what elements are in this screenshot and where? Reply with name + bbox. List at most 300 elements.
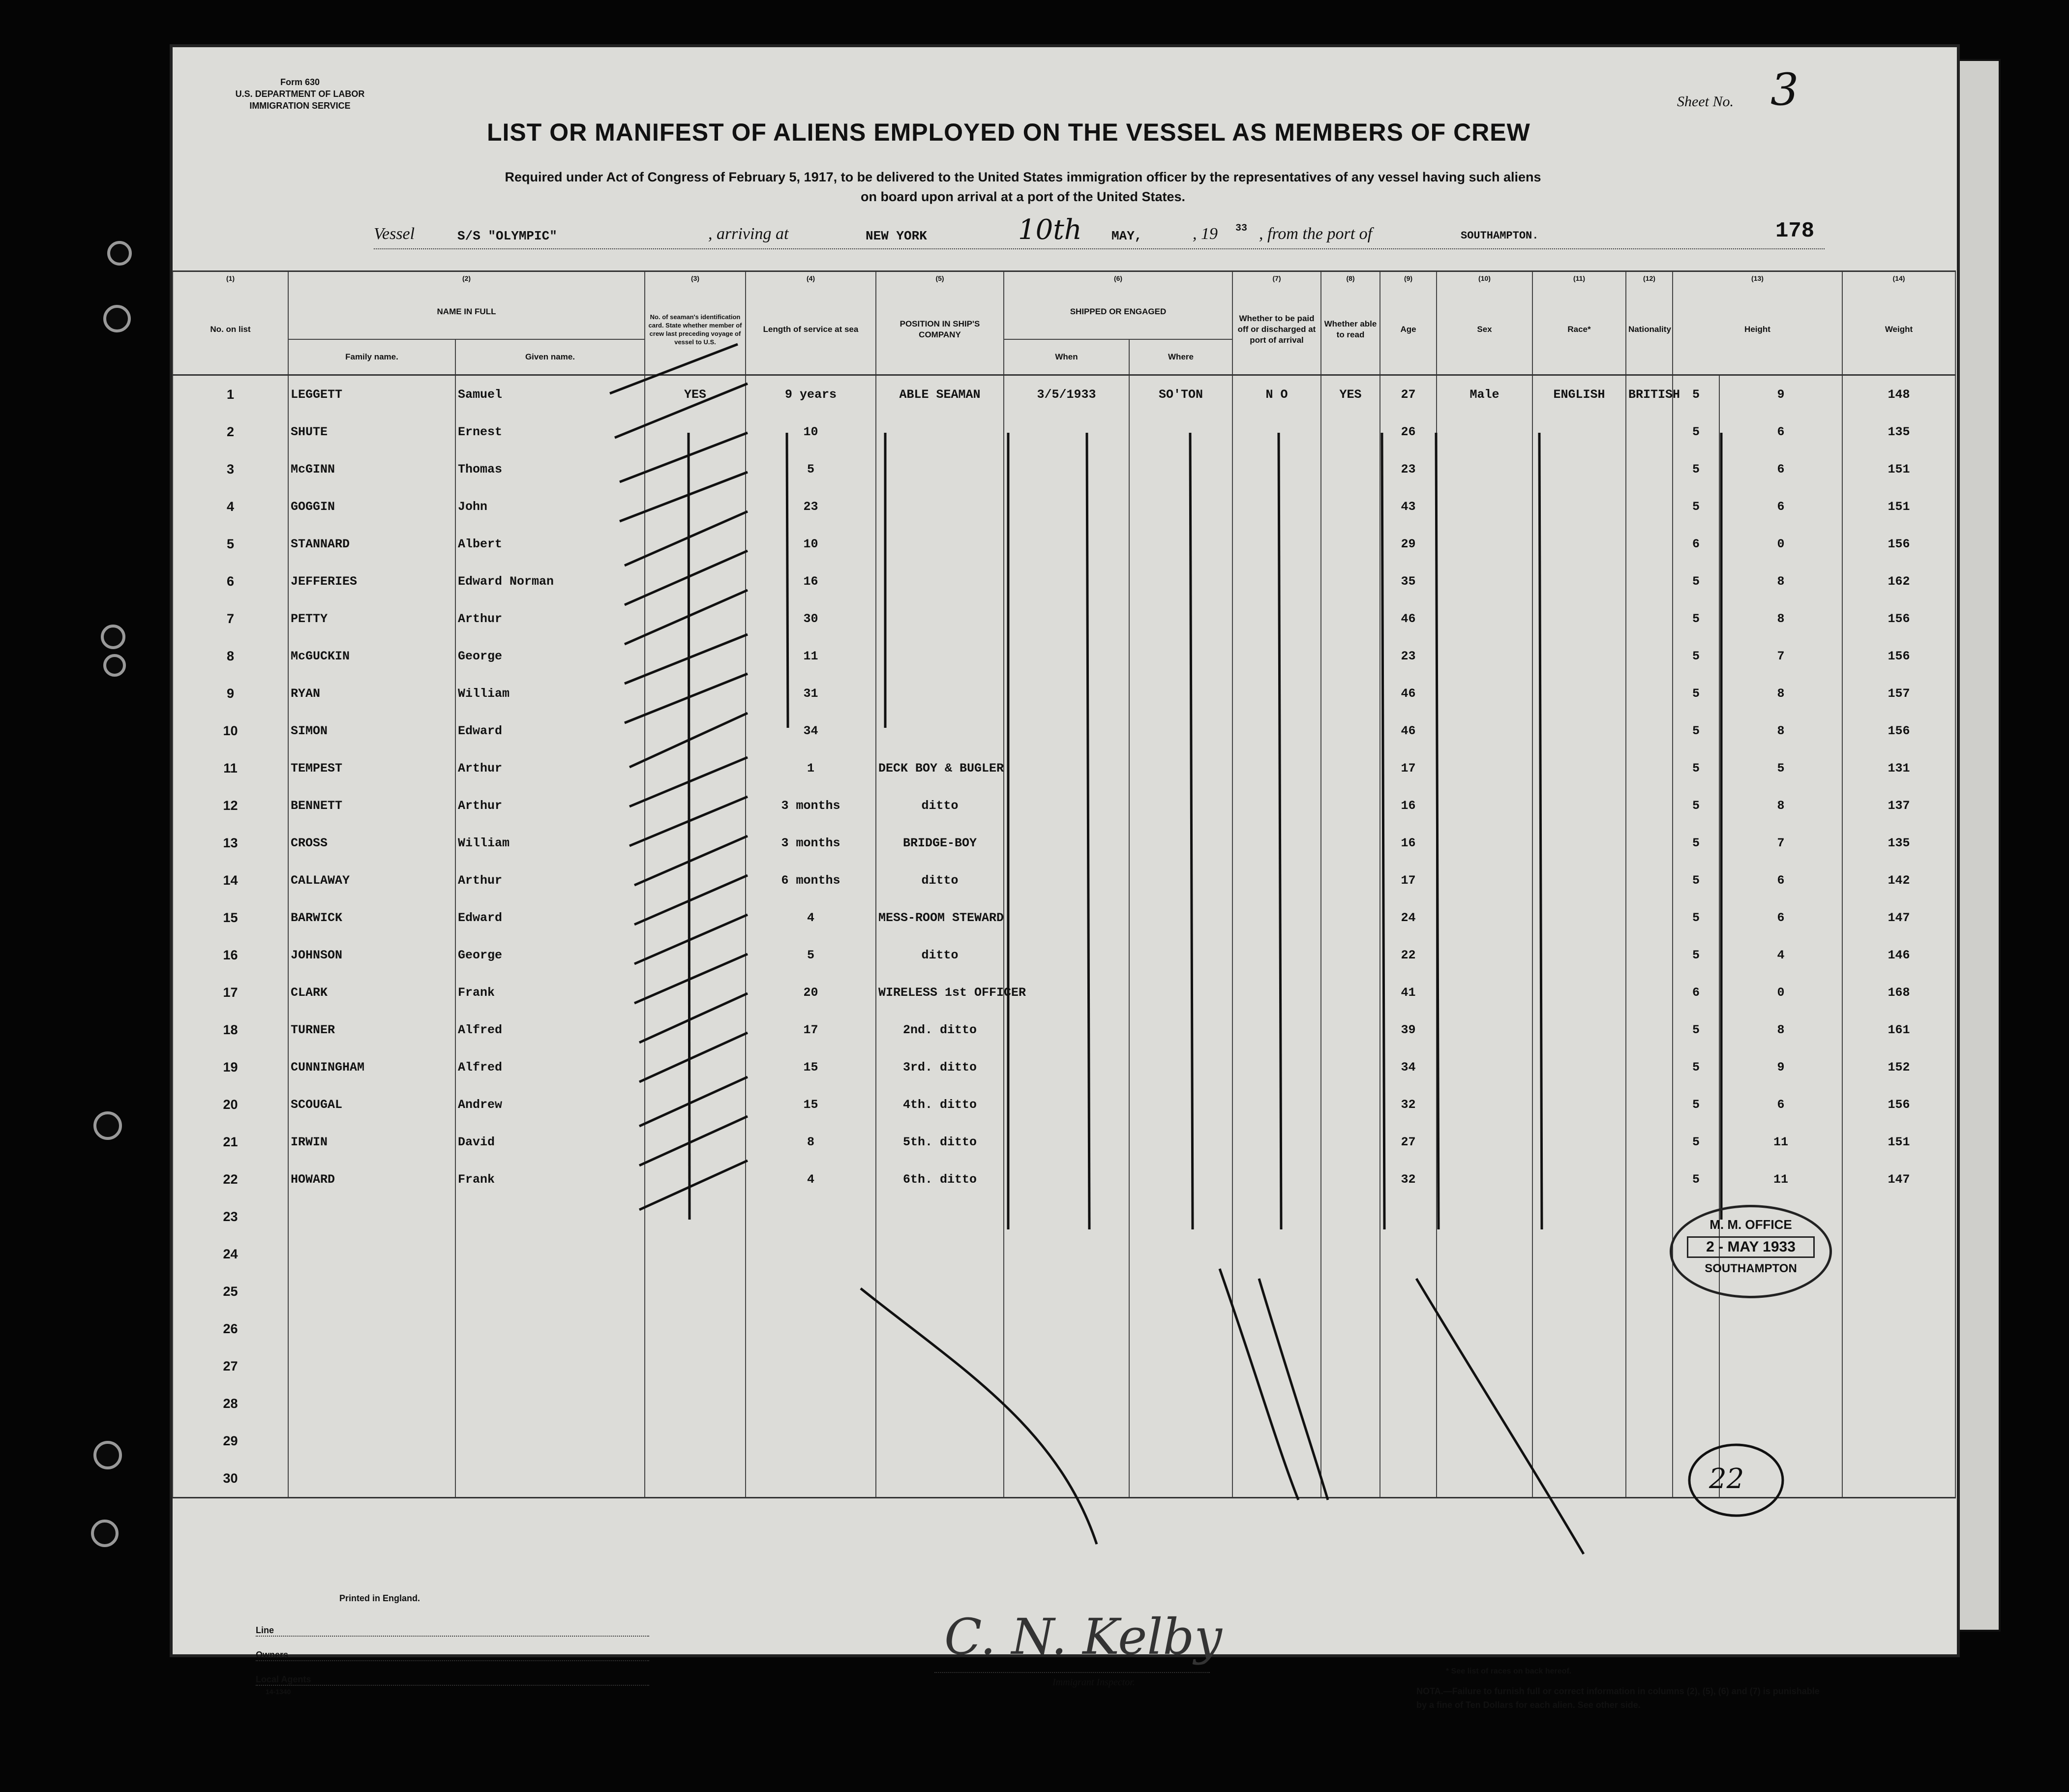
weight-cell: 156: [1842, 525, 1955, 563]
height-feet-cell: 5: [1673, 450, 1719, 488]
family-name-cell: JEFFERIES: [288, 563, 455, 600]
identification-card-cell: YES: [645, 375, 746, 414]
height-inches-cell: 7: [1719, 824, 1842, 862]
age-cell: 46: [1380, 600, 1437, 637]
length-of-service-cell: 34: [746, 712, 876, 749]
header-position: POSITION IN SHIP'S COMPANY: [876, 285, 1004, 375]
given-name-cell: Arthur: [455, 600, 645, 637]
height-feet-cell: 5: [1673, 600, 1719, 637]
height-inches-cell: 4: [1719, 936, 1842, 974]
given-name-cell: George: [455, 637, 645, 675]
age-cell: 34: [1380, 1048, 1437, 1086]
length-of-service-cell: 3 months: [746, 787, 876, 824]
family-name-cell: GOGGIN: [288, 488, 455, 525]
height-inches-cell: 5: [1719, 749, 1842, 787]
weight-cell: 156: [1842, 1086, 1955, 1123]
header-age: Age: [1380, 285, 1437, 375]
length-of-service-cell: 15: [746, 1086, 876, 1123]
position-cell: DECK BOY & BUGLER: [876, 749, 1004, 787]
given-name-cell: Thomas: [455, 450, 645, 488]
family-name-cell: CALLAWAY: [288, 862, 455, 899]
height-inches-cell: 6: [1719, 450, 1842, 488]
position-cell: ditto: [876, 862, 1004, 899]
col-num: (4): [746, 271, 876, 285]
family-name-cell: CLARK: [288, 974, 455, 1011]
family-name-cell: HOWARD: [288, 1161, 455, 1198]
family-name-cell: TEMPEST: [288, 749, 455, 787]
position-cell: WIRELESS 1st OFFICER: [876, 974, 1004, 1011]
weight-cell: 157: [1842, 675, 1955, 712]
shipped-when-cell: 3/5/1933: [1004, 375, 1129, 414]
check-stroke: [625, 551, 748, 605]
weight-cell: 162: [1842, 563, 1955, 600]
arrival-port: NEW YORK: [866, 229, 927, 243]
height-feet-cell: 5: [1673, 1048, 1719, 1086]
given-name-cell: Alfred: [455, 1048, 645, 1086]
header-length-service: Length of service at sea: [746, 285, 876, 375]
given-name-cell: Ernest: [455, 413, 645, 450]
length-of-service-cell: 10: [746, 413, 876, 450]
paid-off-cell: N O: [1232, 375, 1321, 414]
weight-cell: 168: [1842, 974, 1955, 1011]
stamp-bottom: SOUTHAMPTON: [1705, 1262, 1797, 1275]
stamp-date: 2 - MAY 1933: [1687, 1236, 1815, 1258]
row-number-cell: 21: [173, 1123, 288, 1161]
check-stroke: [625, 674, 748, 723]
row-number-cell: 26: [173, 1310, 288, 1347]
family-name-cell: SIMON: [288, 712, 455, 749]
row-number-cell: 23: [173, 1198, 288, 1235]
check-stroke: [625, 511, 748, 566]
age-cell: 35: [1380, 563, 1437, 600]
given-name-cell: Arthur: [455, 749, 645, 787]
weight-cell: 161: [1842, 1011, 1955, 1048]
length-of-service-cell: 8: [746, 1123, 876, 1161]
position-cell: ditto: [876, 936, 1004, 974]
check-stroke: [639, 993, 748, 1043]
row-number-cell: 20: [173, 1086, 288, 1123]
height-inches-cell: 6: [1719, 862, 1842, 899]
ditto-line: [787, 433, 788, 728]
vessel-name: S/S "OLYMPIC": [457, 229, 557, 243]
length-of-service-cell: 5: [746, 450, 876, 488]
sex-cell: Male: [1437, 375, 1532, 414]
weight-cell: 135: [1842, 413, 1955, 450]
header-no-on-list: No. on list: [173, 285, 288, 375]
row-number-cell: 27: [173, 1347, 288, 1385]
weight-cell: 152: [1842, 1048, 1955, 1086]
header-when: When: [1004, 339, 1129, 375]
header-weight: Weight: [1842, 285, 1955, 375]
family-name-cell: STANNARD: [288, 525, 455, 563]
header-identification: No. of seaman's identification card. State whether member of crew last preceding voyage of vessel to U.S.: [645, 285, 746, 375]
col-num: (14): [1842, 271, 1955, 285]
family-name-cell: IRWIN: [288, 1123, 455, 1161]
height-feet-cell: 5: [1673, 936, 1719, 974]
weight-cell: 142: [1842, 862, 1955, 899]
given-name-cell: Edward: [455, 899, 645, 936]
col-num: (1): [173, 271, 288, 285]
weight-cell: 131: [1842, 749, 1955, 787]
length-of-service-cell: 6 months: [746, 862, 876, 899]
row-number-cell: 7: [173, 600, 288, 637]
age-cell: 16: [1380, 787, 1437, 824]
age-cell: 27: [1380, 375, 1437, 414]
check-stroke: [634, 954, 748, 1003]
check-stroke: [625, 634, 748, 684]
age-cell: 23: [1380, 450, 1437, 488]
year-suffix: 33: [1235, 223, 1248, 234]
service-name: IMMIGRATION SERVICE: [249, 101, 351, 111]
inspector-label: Immigrant Inspector.: [1052, 1677, 1135, 1688]
col-num: (10): [1437, 271, 1532, 285]
row-number-cell: 10: [173, 712, 288, 749]
position-cell: ABLE SEAMAN: [876, 375, 1004, 414]
row-number-cell: 13: [173, 824, 288, 862]
given-name-cell: Alfred: [455, 1011, 645, 1048]
given-name-cell: Arthur: [455, 787, 645, 824]
header-able-to-read: Whether able to read: [1321, 285, 1380, 375]
age-cell: 46: [1380, 675, 1437, 712]
length-of-service-cell: 20: [746, 974, 876, 1011]
given-name-cell: Edward Norman: [455, 563, 645, 600]
check-stroke: [639, 1033, 748, 1082]
check-stroke: [639, 1161, 748, 1210]
race-cell: ENGLISH: [1532, 375, 1626, 414]
row-number-cell: 29: [173, 1422, 288, 1460]
inspector-signature: C. N. Kelby: [944, 1608, 1222, 1666]
cancel-stroke: [1220, 1269, 1298, 1500]
position-cell: BRIDGE-BOY: [876, 824, 1004, 862]
stamp-top: M. M. OFFICE: [1709, 1217, 1792, 1232]
given-name-cell: Albert: [455, 525, 645, 563]
col-num: (6): [1004, 271, 1232, 285]
age-cell: 23: [1380, 637, 1437, 675]
length-of-service-cell: 16: [746, 563, 876, 600]
nationality-cell: BRITISH: [1626, 375, 1673, 414]
printed-in: Printed in England.: [339, 1593, 420, 1603]
line-label: Line: [256, 1625, 649, 1637]
family-name-cell: McGINN: [288, 450, 455, 488]
age-cell: 43: [1380, 488, 1437, 525]
length-of-service-cell: 3 months: [746, 824, 876, 862]
family-name-cell: SHUTE: [288, 413, 455, 450]
age-cell: 32: [1380, 1086, 1437, 1123]
height-feet-cell: 5: [1673, 488, 1719, 525]
height-feet-cell: 5: [1673, 1086, 1719, 1123]
form-number: Form 630: [280, 77, 320, 87]
weight-cell: 148: [1842, 375, 1955, 414]
col-num: (9): [1380, 271, 1437, 285]
row-number-cell: 5: [173, 525, 288, 563]
check-stroke: [625, 590, 748, 644]
col-num: (7): [1232, 271, 1321, 285]
weight-cell: 156: [1842, 712, 1955, 749]
row-number-cell: 6: [173, 563, 288, 600]
header-family-name: Family name.: [288, 339, 455, 375]
weight-cell: 151: [1842, 450, 1955, 488]
check-stroke: [620, 433, 748, 482]
header-shipped-engaged: SHIPPED OR ENGAGED: [1004, 285, 1232, 339]
position-cell: 2nd. ditto: [876, 1011, 1004, 1048]
header-height: Height: [1673, 285, 1842, 375]
row-number-cell: 3: [173, 450, 288, 488]
age-cell: 32: [1380, 1161, 1437, 1198]
row-number-cell: 19: [173, 1048, 288, 1086]
col-num: (8): [1321, 271, 1380, 285]
col-num: (13): [1673, 271, 1842, 285]
given-name-cell: Arthur: [455, 862, 645, 899]
ditto-line: [1190, 433, 1193, 1229]
ditto-line: [1436, 433, 1439, 1229]
owners-label: Owners: [256, 1650, 649, 1661]
length-of-service-cell: 31: [746, 675, 876, 712]
height-inches-cell: 11: [1719, 1123, 1842, 1161]
check-stroke: [634, 836, 748, 885]
age-cell: 39: [1380, 1011, 1437, 1048]
family-name-cell: PETTY: [288, 600, 455, 637]
weight-cell: 147: [1842, 1161, 1955, 1198]
weight-cell: 156: [1842, 637, 1955, 675]
given-name-cell: George: [455, 936, 645, 974]
weight-cell: 135: [1842, 824, 1955, 862]
race-note: * See list of races on back hereof.: [1446, 1667, 1572, 1675]
local-agents-label: Local Agents: [256, 1674, 649, 1686]
weight-cell: 147: [1842, 899, 1955, 936]
arriving-label: , arriving at: [708, 225, 789, 243]
row-number-cell: 25: [173, 1273, 288, 1310]
length-of-service-cell: 4: [746, 899, 876, 936]
row-number-cell: 30: [173, 1460, 288, 1498]
header-name-in-full: NAME IN FULL: [288, 285, 645, 339]
given-name-cell: Samuel: [455, 375, 645, 414]
age-cell: 46: [1380, 712, 1437, 749]
row-number-cell: 18: [173, 1011, 288, 1048]
position-cell: 3rd. ditto: [876, 1048, 1004, 1086]
height-inches-cell: 9: [1719, 375, 1842, 414]
row-number-cell: 4: [173, 488, 288, 525]
height-inches-cell: 6: [1719, 1086, 1842, 1123]
age-cell: 17: [1380, 749, 1437, 787]
header-sex: Sex: [1437, 285, 1532, 375]
given-name-cell: Andrew: [455, 1086, 645, 1123]
row-number-cell: 8: [173, 637, 288, 675]
check-stroke: [615, 384, 748, 438]
age-cell: 16: [1380, 824, 1437, 862]
given-name-cell: John: [455, 488, 645, 525]
check-stroke: [634, 875, 748, 925]
check-stroke: [610, 344, 738, 393]
position-cell: 5th. ditto: [876, 1123, 1004, 1161]
height-feet-cell: 5: [1673, 637, 1719, 675]
family-name-cell: BENNETT: [288, 787, 455, 824]
length-of-service-cell: 23: [746, 488, 876, 525]
cancel-stroke: [1416, 1279, 1584, 1554]
family-name-cell: LEGGETT: [288, 375, 455, 414]
weight-cell: 137: [1842, 787, 1955, 824]
given-name-cell: William: [455, 675, 645, 712]
length-of-service-cell: 10: [746, 525, 876, 563]
length-of-service-cell: 1: [746, 749, 876, 787]
height-feet-cell: 5: [1673, 862, 1719, 899]
given-name-cell: David: [455, 1123, 645, 1161]
header-where: Where: [1129, 339, 1232, 375]
form-code: 14-1340: [266, 1688, 291, 1696]
row-number-cell: 12: [173, 787, 288, 824]
given-name-cell: Edward: [455, 712, 645, 749]
subtitle-line-1: Required under Act of Congress of February 5, 1917, to be delivered to the United States immigration officer by the representatives of any vessel having such aliens: [505, 170, 1541, 184]
age-cell: 29: [1380, 525, 1437, 563]
from-label: , from the port of: [1259, 225, 1373, 243]
height-inches-cell: 6: [1719, 413, 1842, 450]
family-name-cell: BARWICK: [288, 899, 455, 936]
row-number-cell: 14: [173, 862, 288, 899]
position-cell: MESS-ROOM STEWARD: [876, 899, 1004, 936]
cancel-stroke: [861, 1288, 1097, 1544]
vessel-label: Vessel: [374, 225, 415, 243]
departure-port: SOUTHAMPTON.: [1461, 230, 1539, 242]
row-number-cell: 24: [173, 1235, 288, 1273]
row-number-cell: 2: [173, 413, 288, 450]
check-stroke: [639, 1077, 748, 1126]
cancel-stroke: [1259, 1279, 1328, 1500]
height-feet-cell: 5: [1673, 749, 1719, 787]
position-cell: 4th. ditto: [876, 1086, 1004, 1123]
col-num: (2): [288, 271, 645, 285]
age-cell: 26: [1380, 413, 1437, 450]
length-of-service-cell: 4: [746, 1161, 876, 1198]
page-reference: 178: [1775, 219, 1815, 243]
ditto-line: [1087, 433, 1089, 1229]
family-name-cell: TURNER: [288, 1011, 455, 1048]
height-feet-cell: 5: [1673, 1011, 1719, 1048]
height-inches-cell: 8: [1719, 675, 1842, 712]
given-name-cell: Frank: [455, 1161, 645, 1198]
height-inches-cell: 6: [1719, 899, 1842, 936]
height-inches-cell: 8: [1719, 787, 1842, 824]
nota-note: NOTA.—Failure to furnish full or correct information in columns (2), (5), (6) and (7) is punishable by a fine of Ten Dollars for each alien. See other side.: [1416, 1686, 1820, 1710]
circled-total: 22: [1709, 1463, 1744, 1495]
row-number-cell: 11: [173, 749, 288, 787]
check-stroke: [620, 472, 748, 521]
row-number-cell: 15: [173, 899, 288, 936]
age-cell: 24: [1380, 899, 1437, 936]
shipped-where-cell: SO'TON: [1129, 375, 1232, 414]
office-stamp: [1670, 1205, 1832, 1298]
col-num: (11): [1532, 271, 1626, 285]
height-inches-cell: 9: [1719, 1048, 1842, 1086]
height-feet-cell: 5: [1673, 824, 1719, 862]
height-feet-cell: 5: [1673, 563, 1719, 600]
ditto-line: [1539, 433, 1542, 1229]
row-number-cell: 22: [173, 1161, 288, 1198]
family-name-cell: CUNNINGHAM: [288, 1048, 455, 1086]
height-feet-cell: 6: [1673, 525, 1719, 563]
subtitle-line-2: on board upon arrival at a port of the United States.: [860, 189, 1186, 204]
height-inches-cell: 8: [1719, 712, 1842, 749]
height-inches-cell: 0: [1719, 974, 1842, 1011]
header-race: Race*: [1532, 285, 1626, 375]
weight-cell: 156: [1842, 600, 1955, 637]
height-inches-cell: 8: [1719, 1011, 1842, 1048]
given-name-cell: Frank: [455, 974, 645, 1011]
age-cell: 17: [1380, 862, 1437, 899]
height-inches-cell: 0: [1719, 525, 1842, 563]
family-name-cell: RYAN: [288, 675, 455, 712]
height-feet-cell: 5: [1673, 375, 1719, 414]
length-of-service-cell: 17: [746, 1011, 876, 1048]
row-number-cell: 28: [173, 1385, 288, 1422]
ditto-line: [1382, 433, 1384, 1229]
row-number-cell: 1: [173, 375, 288, 414]
family-name-cell: SCOUGAL: [288, 1086, 455, 1123]
family-name-cell: McGUCKIN: [288, 637, 455, 675]
row-number-cell: 17: [173, 974, 288, 1011]
height-inches-cell: 7: [1719, 637, 1842, 675]
age-cell: 22: [1380, 936, 1437, 974]
height-feet-cell: 6: [1673, 974, 1719, 1011]
length-of-service-cell: 11: [746, 637, 876, 675]
row-number-cell: 9: [173, 675, 288, 712]
family-name-cell: CROSS: [288, 824, 455, 862]
length-of-service-cell: 5: [746, 936, 876, 974]
height-feet-cell: 5: [1673, 413, 1719, 450]
length-of-service-cell: 15: [746, 1048, 876, 1086]
length-of-service-cell: 30: [746, 600, 876, 637]
ditto-line: [1279, 433, 1281, 1229]
height-feet-cell: 5: [1673, 712, 1719, 749]
arrival-day: 10th: [1018, 214, 1082, 246]
height-inches-cell: 6: [1719, 488, 1842, 525]
header-given-name: Given name.: [455, 339, 645, 375]
weight-cell: 146: [1842, 936, 1955, 974]
height-feet-cell: 5: [1673, 1123, 1719, 1161]
col-num: (12): [1626, 271, 1673, 285]
given-name-cell: William: [455, 824, 645, 862]
sheet-label: Sheet No.: [1677, 93, 1734, 110]
length-of-service-cell: 9 years: [746, 375, 876, 414]
age-cell: 41: [1380, 974, 1437, 1011]
height-feet-cell: 5: [1673, 899, 1719, 936]
col-num: (3): [645, 271, 746, 285]
position-cell: ditto: [876, 787, 1004, 824]
col-num: (5): [876, 271, 1004, 285]
height-feet-cell: 5: [1673, 675, 1719, 712]
header-paid-off: Whether to be paid off or discharged at port of arrival: [1232, 285, 1321, 375]
height-feet-cell: 5: [1673, 787, 1719, 824]
year-prefix: , 19: [1193, 225, 1218, 243]
row-number-cell: 16: [173, 936, 288, 974]
check-stroke: [634, 915, 748, 964]
check-stroke: [639, 1116, 748, 1165]
age-cell: 27: [1380, 1123, 1437, 1161]
page-title: LIST OR MANIFEST OF ALIENS EMPLOYED ON THE VESSEL AS MEMBERS OF CREW: [487, 119, 1530, 146]
weight-cell: 151: [1842, 1123, 1955, 1161]
height-inches-cell: 11: [1719, 1161, 1842, 1198]
arrival-month: MAY,: [1111, 229, 1142, 243]
ditto-line: [689, 433, 690, 1220]
height-inches-cell: 8: [1719, 600, 1842, 637]
department-name: U.S. DEPARTMENT OF LABOR: [235, 89, 365, 99]
height-inches-cell: 8: [1719, 563, 1842, 600]
sheet-number: 3: [1770, 64, 1799, 116]
weight-cell: 151: [1842, 488, 1955, 525]
header-nationality: Nationality: [1626, 285, 1673, 375]
position-cell: 6th. ditto: [876, 1161, 1004, 1198]
able-to-read-cell: YES: [1321, 375, 1380, 414]
family-name-cell: JOHNSON: [288, 936, 455, 974]
height-feet-cell: 5: [1673, 1161, 1719, 1198]
